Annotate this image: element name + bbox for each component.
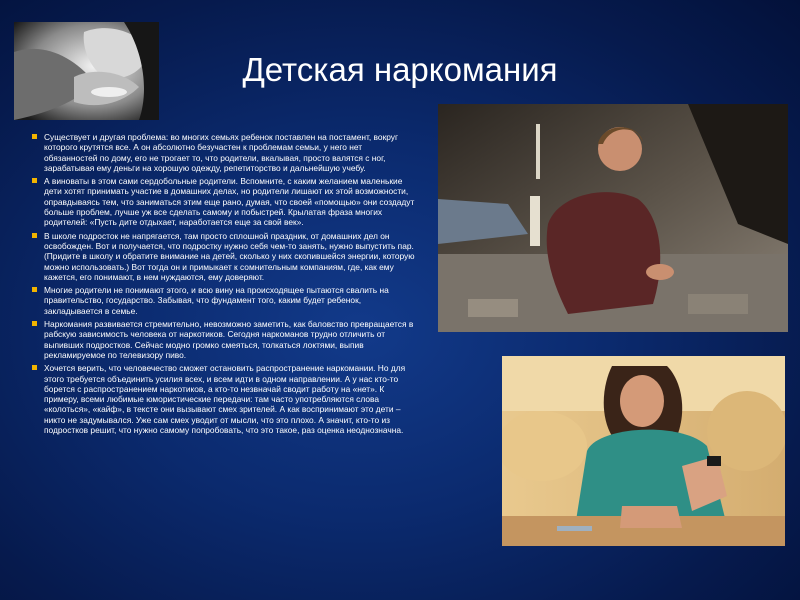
paragraph-4: Многие родители не понимают этого, и всю вину на происходящее пытаются свалить на правительство, государство. Забывая, что фундамент того, каким будет ребенок, закладывается в семье. <box>32 285 415 316</box>
bullet-square-icon <box>32 134 37 139</box>
woman-tying-arm-photo <box>502 356 785 546</box>
bullet-square-icon <box>32 233 37 238</box>
body-text-list <box>32 132 415 438</box>
paragraph-5: Наркомания развивается стремительно, невозможно заметить, как баловство превращается в рабскую зависимость человека от наркотиков. Сегодня наркоманов трудно отличить от выпивших подростков. Сейчас модно громко смеяться, толкаться локтями, выпив рекламируемое по телевизору пиво. <box>32 319 415 360</box>
paragraph-3: В школе подросток не напрягается, там просто сплошной праздник, от домашних дел он освобожден. Вот и получается, что подростку нужно себя чем-то занять, нужно выпустить пар. (Придите в школу и обратите внимание на детей, сколько у них скопившейся энергии, которую можно использовать.) Вот тогда он и примыкает к сомнительным компаниям, где, как ему кажется, его понимают, в нем нуждаются, ему доверяют. <box>32 231 415 282</box>
paragraph-1: Существует и другая проблема: во многих семьях ребенок поставлен на постамент, вокруг которого крутятся все. А он абсолютно безучастен к проблемам семьи, у него нет обязанностей по дому, его не трогает то, что родители, вкалывая, просто валятся с ног, зарабатывая ему деньги на хорошую одежду, репетиторство и дальнейшую учебу. <box>32 132 415 173</box>
slide-title: Детская наркомания <box>242 51 558 88</box>
bullet-square-icon <box>32 321 37 326</box>
hands-with-spoon-photo <box>14 22 159 120</box>
paragraph-2: А виноваты в этом сами сердобольные родители. Вспомните, с каким желанием маленькие дети хотят принимать участие в домашних делах, но родители лишают их этой возможности, оправдываясь тем, что заниматься этим еще рано, думая, что своей «помощью» они создадут больше проблем, лучше уж все сделать самому и побыстрей. Крылатая фраза многих родителей: «Пусть дите отдыхает, наработается еще за свой век». <box>32 176 415 227</box>
paragraph-6: Хочется верить, что человечество сможет остановить распространение наркомании. Но для этого требуется объединить усилия всех, и всем идти в одном направлении. А у нас кто-то борется с распространением наркотиков, а кто-то незвначай сводит работу на «нет». К примеру, всеми любимые юмористические передачи: там часто употребляются слова «колоться», «кайф», в тексте они вызывают смех зрителей. А как воспринимают это дети – никто не задумывался. Уже сам смех уводит от мысли, что это плохо. А значит, кто-то из подростков решит, что нужно самому попробовать, что это такое, раз оценка неоднозначна. <box>32 363 415 435</box>
bullet-square-icon <box>32 365 37 370</box>
teen-with-syringe-photo <box>438 104 788 332</box>
bullet-square-icon <box>32 287 37 292</box>
bullet-square-icon <box>32 178 37 183</box>
